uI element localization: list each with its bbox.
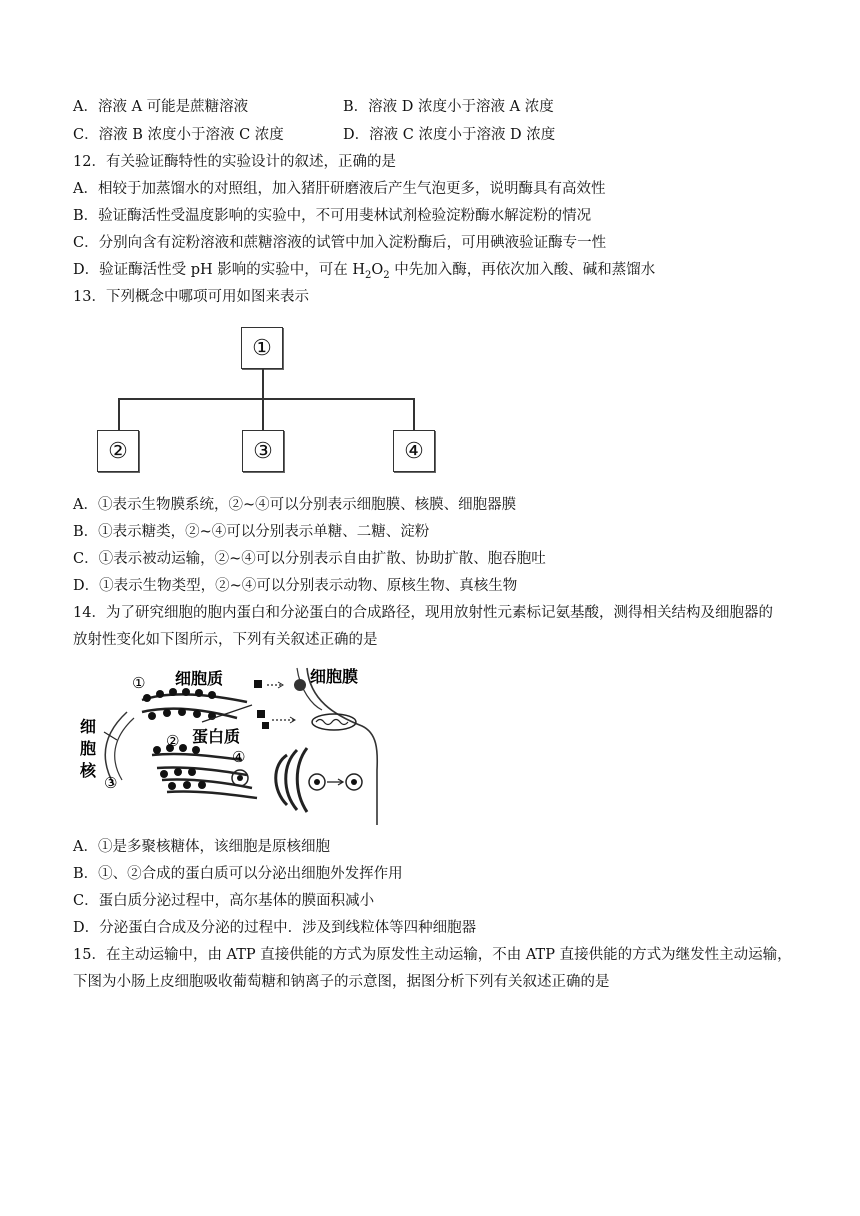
- q11-option-b: B．溶液 D 浓度小于溶液 A 浓度: [343, 99, 554, 115]
- q11-option-c: C．溶液 B 浓度小于溶液 C 浓度: [73, 127, 284, 143]
- label-nucleus-3: 核: [80, 761, 97, 780]
- q12-option-a: A．相较于加蒸馏水的对照组，加入猪肝研磨液后产生气泡更多，说明酶具有高效性: [73, 181, 606, 197]
- q14-option-a: A．①是多聚核糖体，该细胞是原核细胞: [73, 839, 330, 855]
- q12-option-c: C．分别向含有淀粉溶液和蔗糖溶液的试管中加入淀粉酶后，可用碘液验证酶专一性: [73, 235, 607, 251]
- q13-option-d: D．①表示生物类型，②~④可以分别表示动物、原核生物、真核生物: [73, 578, 518, 594]
- q12-option-b: B．验证酶活性受温度影响的实验中，不可用斐林试剂检验淀粉酶水解淀粉的情况: [73, 208, 592, 224]
- tree-root-box: ①: [241, 327, 283, 369]
- label-protein: 蛋白质: [192, 727, 241, 746]
- q14-option-b: B．①、②合成的蛋白质可以分泌出细胞外发挥作用: [73, 866, 403, 882]
- tree-child-box: ④: [393, 430, 435, 472]
- tree-connector: [118, 398, 120, 430]
- q11-option-d: D．溶液 C 浓度小于溶液 D 浓度: [343, 127, 556, 143]
- label-nucleus-1: 细: [80, 717, 97, 736]
- q13-option-b: B．①表示糖类，②~④可以分别表示单糖、二糖、淀粉: [73, 524, 430, 540]
- tree-connector: [262, 398, 264, 430]
- tree-connector: [118, 398, 414, 400]
- q11-option-a: A．溶液 A 可能是蔗糖溶液: [73, 99, 249, 115]
- label-2: ②: [166, 732, 180, 750]
- q14-option-d: D．分泌蛋白合成及分泌的过程中．涉及到线粒体等四种细胞器: [73, 920, 477, 936]
- q14-option-c: C．蛋白质分泌过程中，高尔基体的膜面积减小: [73, 893, 375, 909]
- q12-option-d: D．验证酶活性受 pH 影响的实验中，可在 $H_2O_2$ 中先加入酶，再依次加入酸、碱和蒸馏水: [73, 262, 656, 281]
- label-3: ③: [104, 774, 118, 792]
- tree-connector: [413, 398, 415, 430]
- label-nucleus-2: 胞: [80, 739, 97, 758]
- tree-child-box: ②: [97, 430, 139, 472]
- label-4: ④: [232, 748, 246, 766]
- q13-stem: 13．下列概念中哪项可用如图来表示: [73, 289, 309, 305]
- tree-connector: [262, 369, 264, 399]
- secretory-protein-cell-figure: [72, 660, 392, 825]
- q14-stem-line1: 14．为了研究细胞的胞内蛋白和分泌蛋白的合成路径，现用放射性元素标记氨基酸，测得相关结构及细胞器的: [73, 605, 773, 621]
- q13-option-c: C．①表示被动运输，②~④可以分别表示自由扩散、协助扩散、胞吞胞吐: [73, 551, 546, 567]
- q13-option-a: A．①表示生物膜系统，②~④可以分别表示细胞膜、核膜、细胞器膜: [73, 497, 517, 513]
- tree-child-box: ③: [242, 430, 284, 472]
- q12-stem: 12．有关验证酶特性的实验设计的叙述，正确的是: [73, 154, 396, 170]
- label-cell-membrane: 细胞膜: [310, 667, 359, 686]
- q15-stem-line2: 下图为小肠上皮细胞吸收葡萄糖和钠离子的示意图，据图分析下列有关叙述正确的是: [73, 974, 610, 990]
- q15-stem-line1: 15．在主动运输中，由 ATP 直接供能的方式为原发性主动运输，不由 ATP 直接供能的方式为继发性主动运输，: [73, 947, 792, 963]
- label-cytoplasm: 细胞质: [175, 669, 224, 688]
- label-1: ①: [132, 674, 146, 692]
- q14-stem-line2: 放射性变化如下图所示，下列有关叙述正确的是: [73, 632, 378, 648]
